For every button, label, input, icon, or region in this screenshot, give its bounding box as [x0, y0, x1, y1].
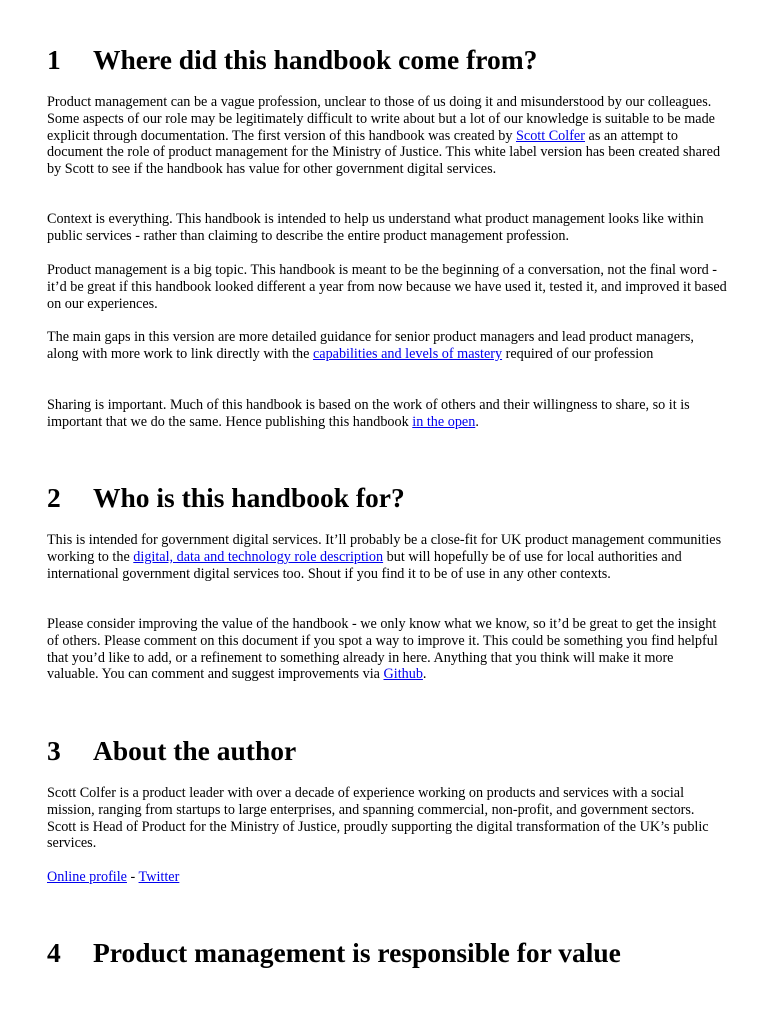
- paragraph-text: .: [422, 666, 427, 683]
- section-2-paragraph-2: [47, 616, 727, 683]
- section-4-heading: [47, 937, 621, 969]
- section-1-paragraph-3: Product management is a big topic. This handbook is meant to be the beginning of a conversation, not the final word - it’d be great if this handbook looked different a year from now because we have used it, tested it, and improved it based on our experiences.: [47, 262, 727, 312]
- paragraph-text: required of our profession: [502, 345, 654, 362]
- paragraph-text: The main gaps in this version are more detailed guidance for senior product managers and lead product managers, along with more work to link directly with the: [47, 329, 694, 362]
- section-4-number: 4: [47, 937, 61, 968]
- section-1-paragraph-4: [47, 329, 727, 363]
- section-1-paragraph-1: [47, 94, 727, 178]
- paragraph-text: Product management can be a vague profession, unclear to those of us doing it and misunderstood by our colleagues. Some aspects of our role may be legitimately difficult to write about but a lot of our knowledge is suitable to be made explicit through documentation. The first version of this handbook was created by: [47, 94, 715, 144]
- paragraph-text: This is intended for government digital services. It’ll probably be a close-fit for UK product management communities working to the: [47, 532, 722, 565]
- section-1-heading: [47, 44, 537, 76]
- link-separator: -: [126, 869, 139, 885]
- online-profile-link[interactable]: Online profile: [47, 869, 127, 885]
- section-3-title: About the author: [93, 735, 297, 766]
- section-2-paragraph-1: [47, 532, 727, 582]
- paragraph-text: as an attempt to document the role of product management for the Ministry of Justice. This white label version has been created shared by Scott to see if the handbook has value for other government digital services.: [47, 127, 721, 178]
- section-2-heading: [47, 482, 405, 514]
- section-3-number: 3: [47, 735, 61, 766]
- paragraph-text: but will hopefully be of use for local authorities and international government digital services too. Shout if you find it to be of use in any other contexts.: [47, 548, 682, 582]
- section-3-paragraph-1: Scott Colfer is a product leader with over a decade of experience working on products and services with a social mission, ranging from startups to large enterprises, and spanning commercial, non-profit, and government sectors. Scott is Head of Product for the Ministry of Justice, proudly supporting the digital transformation of the UK’s public services.: [47, 785, 709, 852]
- paragraph-text: .: [475, 413, 479, 430]
- github-link[interactable]: Github: [383, 666, 423, 683]
- in-the-open-link[interactable]: in the open: [412, 413, 476, 430]
- paragraph-text: Sharing is important. Much of this handbook is based on the work of others and their willingness to share, so it is important that we do the same. Hence publishing this handbook: [47, 397, 690, 430]
- section-4-title: Product management is responsible for value: [93, 937, 621, 968]
- twitter-link[interactable]: Twitter: [138, 869, 180, 885]
- section-1-number: 1: [47, 44, 61, 75]
- author-links: [47, 869, 179, 886]
- section-2-number: 2: [47, 482, 61, 513]
- section-2-title: Who is this handbook for?: [93, 482, 405, 513]
- section-1-paragraph-5: [47, 397, 727, 431]
- section-1-paragraph-2: Context is everything. This handbook is intended to help us understand what product management looks like within public services - rather than claiming to describe the entire product management profession.: [47, 211, 704, 244]
- ddat-role-description-link[interactable]: digital, data and technology role description: [133, 548, 384, 565]
- paragraph-text: Please consider improving the value of the handbook - we only know what we know, so it’d be great to get the insight of others. Please comment on this document if you spot a way to improve it. This could be something you find helpful that you’d like to add, or a refinement to something already in here. Anything that you think will make it more valuable. You can comment and suggest improvements via: [47, 616, 718, 683]
- capabilities-link[interactable]: capabilities and levels of mastery: [312, 345, 503, 362]
- section-3-heading: [47, 735, 296, 767]
- section-1-title: Where did this handbook come from?: [93, 44, 538, 75]
- scott-colfer-link[interactable]: Scott Colfer: [516, 127, 585, 144]
